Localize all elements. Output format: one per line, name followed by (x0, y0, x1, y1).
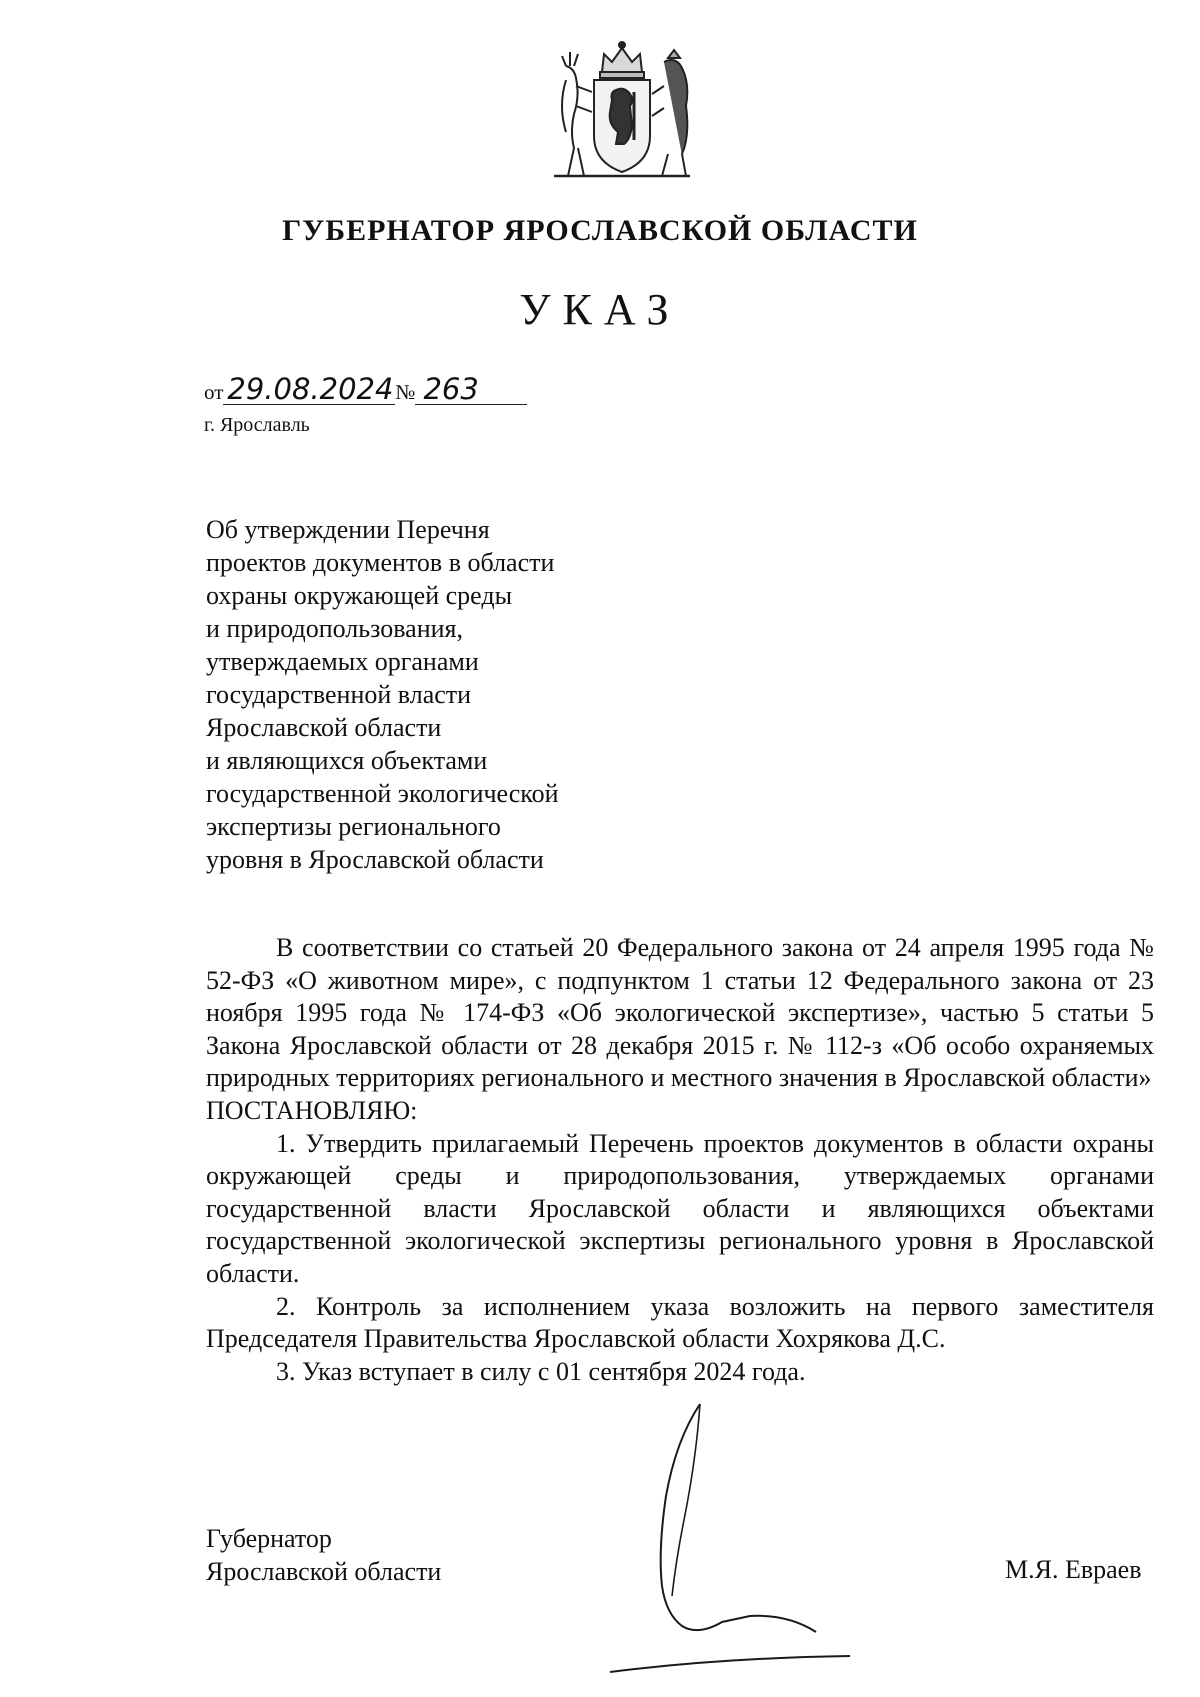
subject-line: государственной экологической (206, 779, 559, 808)
subject-line: охраны окружающей среды (206, 581, 513, 610)
decree-item: 2. Контроль за исполнением указа возложить на первого заместителя Председателя Правительства Ярославской области Хохрякова Д.С. (206, 1291, 1154, 1354)
subject-line: экспертизы регионального (206, 812, 501, 841)
decree-item: 1. Утвердить прилагаемый Перечень проектов документов в области охраны окружающей среды и природопользования, утверждаемых органами государственной власти Ярославской области и являющихся объектами государственной экологической экспертизы регионального уровня в Ярославской области. (206, 1128, 1154, 1288)
subject-line: проектов документов в области (206, 548, 555, 577)
document-body (206, 932, 1154, 1388)
city-label: г. Ярославль (204, 414, 310, 436)
number-prefix: № (395, 380, 416, 404)
subject-line: Ярославской области (206, 713, 442, 742)
decree-item: 3. Указ вступает в силу с 01 сентября 2024 года. (276, 1356, 806, 1386)
signatory-title-line: Губернатор (206, 1524, 332, 1553)
organization-title: ГУБЕРНАТОР ЯРОСЛАВСКОЙ ОБЛАСТИ (282, 214, 918, 247)
date-prefix: от (204, 380, 224, 404)
handwritten-signature (600, 1400, 860, 1680)
signatory-title (206, 1522, 441, 1588)
document-date: 29.08.2024 (223, 374, 395, 405)
signatory-name: М.Я. Евраев (1005, 1555, 1142, 1584)
date-number-line (204, 374, 527, 405)
decree-word: ПОСТАНОВЛЯЮ: (206, 1095, 418, 1125)
coat-of-arms-emblem (544, 36, 700, 186)
subject-line: государственной власти (206, 680, 472, 709)
preamble-paragraph: В соответствии со статьей 20 Федерального закона от 24 апреля 1995 года № 52-ФЗ «О животном мире», с подпунктом 1 статьи 12 Федерального закона от 23 ноября 1995 года № 174-ФЗ «Об экологической экспертизе», частью 5 статьи 5 Закона Ярославской области от 28 декабря 2015 г. № 112-з «Об особо охраняемых природных территориях регионального и местного значения в Ярославской области» (206, 933, 1154, 1093)
document-type-title: УКАЗ (519, 285, 681, 334)
subject-line: Об утверждении Перечня (206, 515, 490, 544)
document-subject (206, 513, 559, 876)
subject-line: утверждаемых органами (206, 647, 479, 676)
signatory-title-line: Ярославской области (206, 1557, 442, 1586)
document-number: 263 (415, 374, 527, 405)
subject-line: уровня в Ярославской области (206, 845, 544, 874)
subject-line: и природопользования, (206, 614, 464, 643)
subject-line: и являющихся объектами (206, 746, 488, 775)
